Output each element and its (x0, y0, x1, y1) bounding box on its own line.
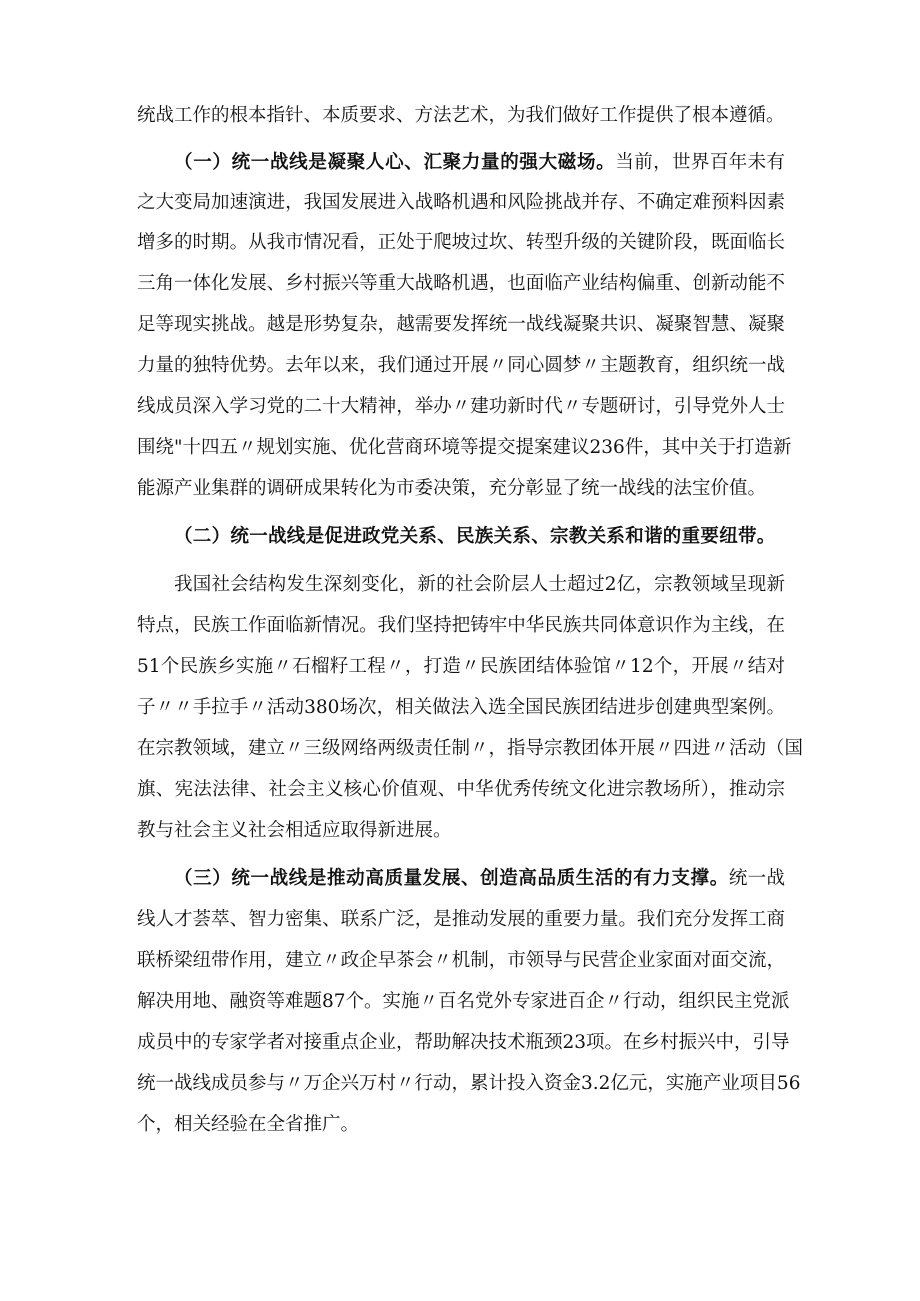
text-line: 三角一体化发展、乡村振兴等重大战略机遇，也面临产业结构偏重、创新动能不 (137, 273, 785, 294)
text-line: 之大变局加速演进，我国发展进入战略机遇和风险挑战并存、不确定难预料因素 (137, 192, 785, 213)
section-heading-1: （一）统一战线是凝聚人心、汇聚力量的强大磁场。 (174, 152, 616, 173)
text-line: 力量的独特优势。去年以来，我们通过开展〃同心圆梦〃主题教育，组织统一战 (137, 355, 785, 376)
text-line: 旗、宪法法律、社会主义核心价值观、中华优秀传统文化进宗教场所），推动宗 (137, 779, 785, 800)
text-line: 联桥梁纽带作用，建立〃政企早茶会〃机制，市领导与民营企业家面对面交流， (137, 950, 785, 971)
text-line: 我国社会结构发生深刻变化，新的社会阶层人士超过2亿，宗教领域呈现新 (174, 574, 785, 595)
text-span: 统一战 (728, 868, 785, 889)
text-line: 解决用地、融资等难题87个。实施〃百名党外专家进百企〃行动，组织民主党派 (137, 991, 790, 1012)
text-line: 统一战线成员参与〃万企兴万村〃行动，累计投入资金3.2亿元，实施产业项目56 (137, 1073, 801, 1094)
text-line: 成员中的专家学者对接重点企业，帮助解决技术瓶颈23项。在乡村振兴中，引导 (137, 1032, 790, 1053)
text-line: 子〃〃手拉手〃活动380场次，相关做法入选全国民族团结进步创建典型案例。 (137, 697, 785, 718)
text-line: 51个民族乡实施〃石榴籽工程〃，打造〃民族团结体验馆〃12个，开展〃结对 (137, 656, 785, 677)
text-line: 统战工作的根本指针、本质要求、方法艺术，为我们做好工作提供了根本遵循。 (137, 105, 785, 126)
section-heading-3: （三）统一战线是推动高质量发展、创造高品质生活的有力支撑。 (174, 868, 729, 889)
section-heading-2: （二）统一战线是促进政党关系、民族关系、宗教关系和谐的重要纽带。 (174, 526, 776, 547)
text-line: 足等现实挑战。越是形势复杂，越需要发挥统一战线凝聚共识、凝聚智慧、凝聚 (137, 314, 785, 335)
paragraph-1-first-line (174, 151, 785, 175)
text-line: 线人才荟萃、智力密集、联系广泛，是推动发展的重要力量。我们充分发挥工商 (137, 909, 785, 930)
paragraph-4-first-line (174, 867, 785, 891)
text-line: 能源产业集群的调研成果转化为市委决策，充分彰显了统一战线的法宝价值。 (137, 478, 767, 499)
text-line: 围绕"十四五〃规划实施、优化营商环境等提交提案建议236件，其中关于打造新 (137, 437, 792, 458)
text-line: 在宗教领域，建立〃三级网络两级责任制〃，指导宗教团体开展〃四进〃活动（国 (137, 738, 804, 759)
text-line: 教与社会主义社会相适应取得新进展。 (137, 820, 452, 841)
text-line: 增多的时期。从我市情况看，正处于爬坡过坎、转型升级的关键阶段，既面临长 (137, 232, 785, 253)
text-line: 个，相关经验在全省推广。 (137, 1114, 360, 1135)
text-line: 线成员深入学习党的二十大精神，举办〃建功新时代〃专题研讨，引导党外人士 (137, 396, 785, 417)
text-line: 特点，民族工作面临新情况。我们坚持把铸牢中华民族共同体意识作为主线，在 (137, 615, 785, 636)
text-span: 当前，世界百年未有 (615, 152, 785, 173)
